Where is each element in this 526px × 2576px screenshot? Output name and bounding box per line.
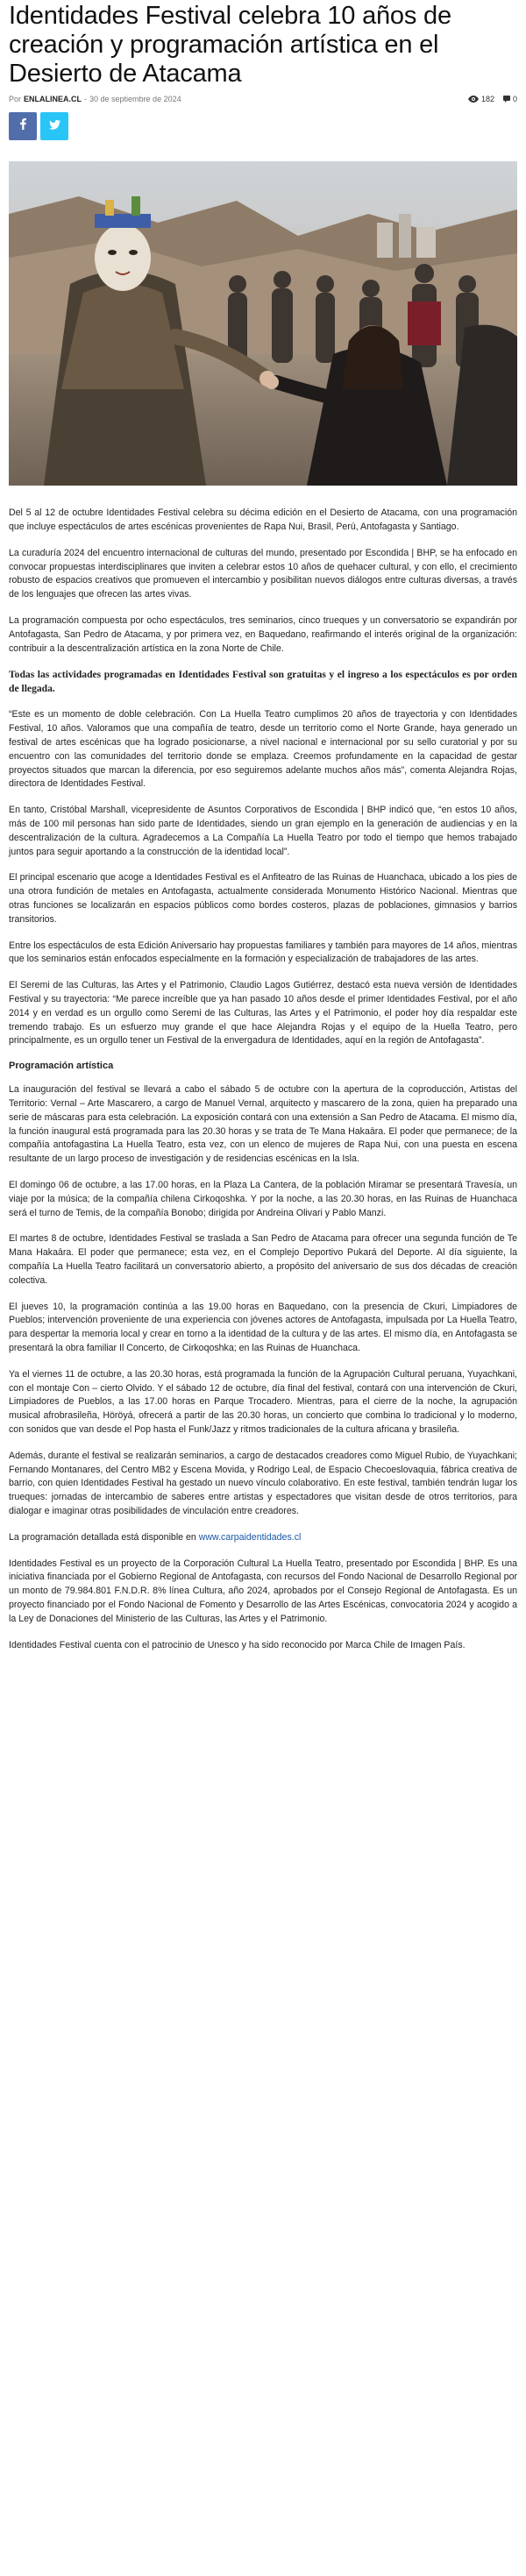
author-link[interactable]: ENLALINEA.CL	[24, 95, 82, 104]
publish-date: 30 de septiembre de 2024	[89, 95, 181, 104]
paragraph: En tanto, Cristóbal Marshall, vicepresidente de Asuntos Corporativos de Escondida | BHP indicó que, “en estos 10 años, más de 100 mil personas han sido parte de Identidades, siendo un gran ejemplo en la generación de audiencias y en la descentralización de la cultura. Agradecemos a La Compañía La Huella Teatro por todo el tiempo que hemos trabajado juntos para seguir aportando a la construcción de la identidad local”.	[9, 805, 517, 857]
program-website-link[interactable]: www.carpaidentidades.cl	[198, 1531, 302, 1543]
comments-stat[interactable]	[503, 95, 517, 103]
paragraph: “Este es un momento de doble celebración. Con La Huella Teatro cumplimos 20 años de trayectoria y con Identidades Festival, 10 años. Valoramos que una compañía de teatro, desde un territorio como el Norte Grande, haya generado un festival de artes escénicas que ha logrado posicionarse, a nivel nacional e internacional por su sello curatorial y por su encuentro con las comunidades del territorio donde se emplaza. Creemos profundamente en la capacidad de gestar proyectos situados que marcan la diferencia, por eso seguiremos adelante muchos años más”, comenta Alejandra Rojas, directora de Identidades Festival.	[9, 709, 517, 790]
paragraph: La programación compuesta por ocho espectáculos, tres seminarios, cinco trueques y un conversatorio se expandirán por Antofagasta, San Pedro de Atacama, y por primera vez, en Baquedano, reafirmando el interés original de la organización: contribuir a la descentralización artística en la zona Norte de Chile.	[9, 615, 517, 654]
views-stat	[468, 95, 494, 103]
article-stats	[468, 95, 517, 103]
byline-separator: -	[84, 95, 88, 104]
highlight-paragraph: Todas las actividades programadas en Identidades Festival son gratuitas y el ingreso a los espectáculos es por orden de llegada.	[9, 669, 517, 695]
article-body	[9, 507, 517, 1652]
paragraph: El principal escenario que acoge a Identidades Festival es el Anfiteatro de las Ruinas de Huanchaca, ubicado a los pies de una otrora fundición de metales en Antofagasta, actualmente considerada Monumento Histórico Nacional. Mientras que otras funciones se localizarán en espacios públicos como bordes costeros, plazas de poblaciones, gimnasios y barrios transitorios.	[9, 872, 517, 925]
paragraph: Del 5 al 12 de octubre Identidades Festival celebra su décima edición en el Desierto de Atacama, con una programación que incluye espectáculos de artes escénicas provenientes de Rapa Nui, Brasil, Perú, Antofagasta y Santiago.	[9, 507, 517, 533]
program-link-lead: La programación detallada está disponible en	[9, 1531, 196, 1543]
article-title: Identidades Festival celebra 10 años de creación y programación artística en el Desierto de Atacama	[9, 2, 451, 88]
program-link-paragraph	[9, 1531, 517, 1545]
paragraph: Ya el viernes 11 de octubre, a las 20.30 horas, está programada la función de la Agrupación Cultural peruana, Yuyachkani, con el montaje Con – cierto Olvido. Y el sábado 12 de octubre, día final del festival, contará con una intervención de Ckuri, Limpiadores de Pueblos, a las 17.00 horas en Parque Trocadero. Mientras, para el cierre de la noche, la agrupación musical afrobrasileña, Höröyá, ofrecerá a partir de las 20.30 horas, un concierto que combina lo tradicional y lo moderno, con sonidos que van desde el Pop hasta el Funk/Jazz y ritmos tradicionales de la cultura africana y brasileña.	[9, 1368, 517, 1435]
author-prefix: Por	[9, 95, 22, 104]
hero-photo	[9, 161, 517, 486]
comments-count: 0	[512, 95, 517, 104]
views-count: 182	[480, 95, 494, 104]
paragraph: El domingo 06 de octubre, a las 17.00 horas, en la Plaza La Cantera, de la población Miramar se presentará Travesía, un viaje por la música; de la compañía chilena Cirkoqoshka. Y por la noche, a las 20.30 horas, en las Ruinas de Huanchaca será el turno de Temis, de la compañía Bonobo; dirigida por Andreina Olivari y Pablo Manzi.	[9, 1179, 517, 1218]
paragraph: El martes 8 de octubre, Identidades Festival se traslada a San Pedro de Atacama para ofrecer una segunda función de Te Mana Hakaāra. El poder que permanece; esta vez, en el Complejo Deportivo Pukará del Deporte. Al día siguiente, la compañía La Huella Teatro facilitará un conversatorio abierto, a propósito del aniversario de sus dos décadas de creación colectiva.	[9, 1233, 517, 1286]
paragraph: Identidades Festival es un proyecto de la Corporación Cultural La Huella Teatro, presentado por Escondida | BHP. Es una iniciativa financiada por el Gobierno Regional de Antofagasta, con recursos del Fondo Nacional de Desarrollo Regional por un monto de 79.984.801 F.N.D.R. 8% línea Cultura, año 2024, aprobados por el Consejo Regional de Antofagasta. Es un proyecto financiado por el Fondo Nacional de Fomento y Desarrollo de las Artes Escénicas, convocatoria 2024 y acogido a la Ley de Donaciones del Ministerio de las Culturas, las Artes y el Patrimonio.	[9, 1558, 517, 1624]
paragraph: Entre los espectáculos de esta Edición Aniversario hay propuestas familiares y también para mayores de 14 años, mientras que los seminarios están enfocados especialmente en la formación y especialización de trabajadores de las artes.	[9, 940, 517, 965]
comment-icon	[503, 96, 510, 103]
paragraph: Identidades Festival cuenta con el patrocinio de Unesco y ha sido reconocido por Marca Chile de Imagen País.	[9, 1639, 466, 1650]
facebook-share-button[interactable]	[9, 112, 37, 140]
paragraph: El Seremi de las Culturas, las Artes y el Patrimonio, Claudio Lagos Gutiérrez, destacó esta nueva versión de Identidades Festival y su trayectoria: “Me parece increíble que ya han pasado 10 años desde el primer Identidades Festival, por el año 2014 y en verdad es un orgullo como Seremi de las Culturas, las Artes y el Patrimonio, el poder hoy día respaldar este tremendo trabajo. Es un esfuerzo muy grande el que hace Alejandra Rojas y el equipo de la Huella Teatro, pero principalmente, es un orgullo tener un Festival de la envergadura de Identidades, aquí en la región de Antofagasta”.	[9, 980, 517, 1047]
paragraph: La curaduría 2024 del encuentro internacional de culturas del mundo, presentado por Escondida | BHP, se ha enfocado en convocar propuestas interdisciplinares que inviten a celebrar estos 10 años de quehacer cultural, y con ello, el crecimiento robusto de espacios creativos que promueven el intercambio y posibilitan nuevos diálogos entre culturas diversas, a través de los lenguajes que ofrecen las artes vivas.	[9, 547, 517, 600]
share-bar	[9, 112, 517, 140]
eye-icon	[468, 96, 479, 103]
paragraph: La inauguración del festival se llevará a cabo el sábado 5 de octubre con la apertura de la coproducción, Artistas del Territorio: Vernal – Arte Mascarero, a cargo de Manuel Vernal, arquitecto y mascarero de la zona, quien ha preparado una serie de máscaras para esta celebración. La exposición contará con una extensión a San Pedro de Atacama. El mismo día, la función inaugural está programada para las 20.30 horas y se trata de Te Mana Hakaāra. El poder que permanece; de la compañía antofagastina La Huella Teatro, esta vez, con un elenco de mujeres de Rapa Nui, con una puesta en escena resultante de un largo proceso de investigación y de residencias escénicas en la Isla.	[9, 1084, 517, 1165]
paragraph: El jueves 10, la programación continúa a las 19.00 horas en Baquedano, con la presencia de Ckuri, Limpiadores de Pueblos; intervención proveniente de una experiencia con jóvenes actores de Antofagasta, impulsada por La Huella Teatro, para despertar la memoria local y crear en torno a la identidad de la cultura y de las artes. El mismo día, en Antofagasta se presentará la obra familiar Il Concerto, de Cirkoqoshka; en las Ruinas de Huanchaca.	[9, 1301, 517, 1353]
section-heading: Programación artística	[9, 1061, 114, 1072]
facebook-icon	[20, 118, 26, 134]
byline	[9, 95, 181, 103]
twitter-share-button[interactable]	[40, 112, 68, 140]
twitter-icon	[49, 118, 60, 134]
paragraph: Además, durante el festival se realizarán seminarios, a cargo de destacados creadores como Miguel Rubio, de Yuyachkani; Fernando Montanares, del Centro MB2 y Escena Movida, y Rodrigo Leal, de Espacio Checoeslovaquia, fábrica creativa de barrio, con quien Identidades Festival ha gestado un nuevo vínculo colaborativo. En este festival, también tendrán lugar los trueques: jornadas de intercambio de saberes entre artistas y espectadores que visitan desde de otros territorios, para dialogar e imaginar otras posibilidades de vinculación entre creadores.	[9, 1450, 517, 1516]
article-meta	[9, 95, 517, 103]
